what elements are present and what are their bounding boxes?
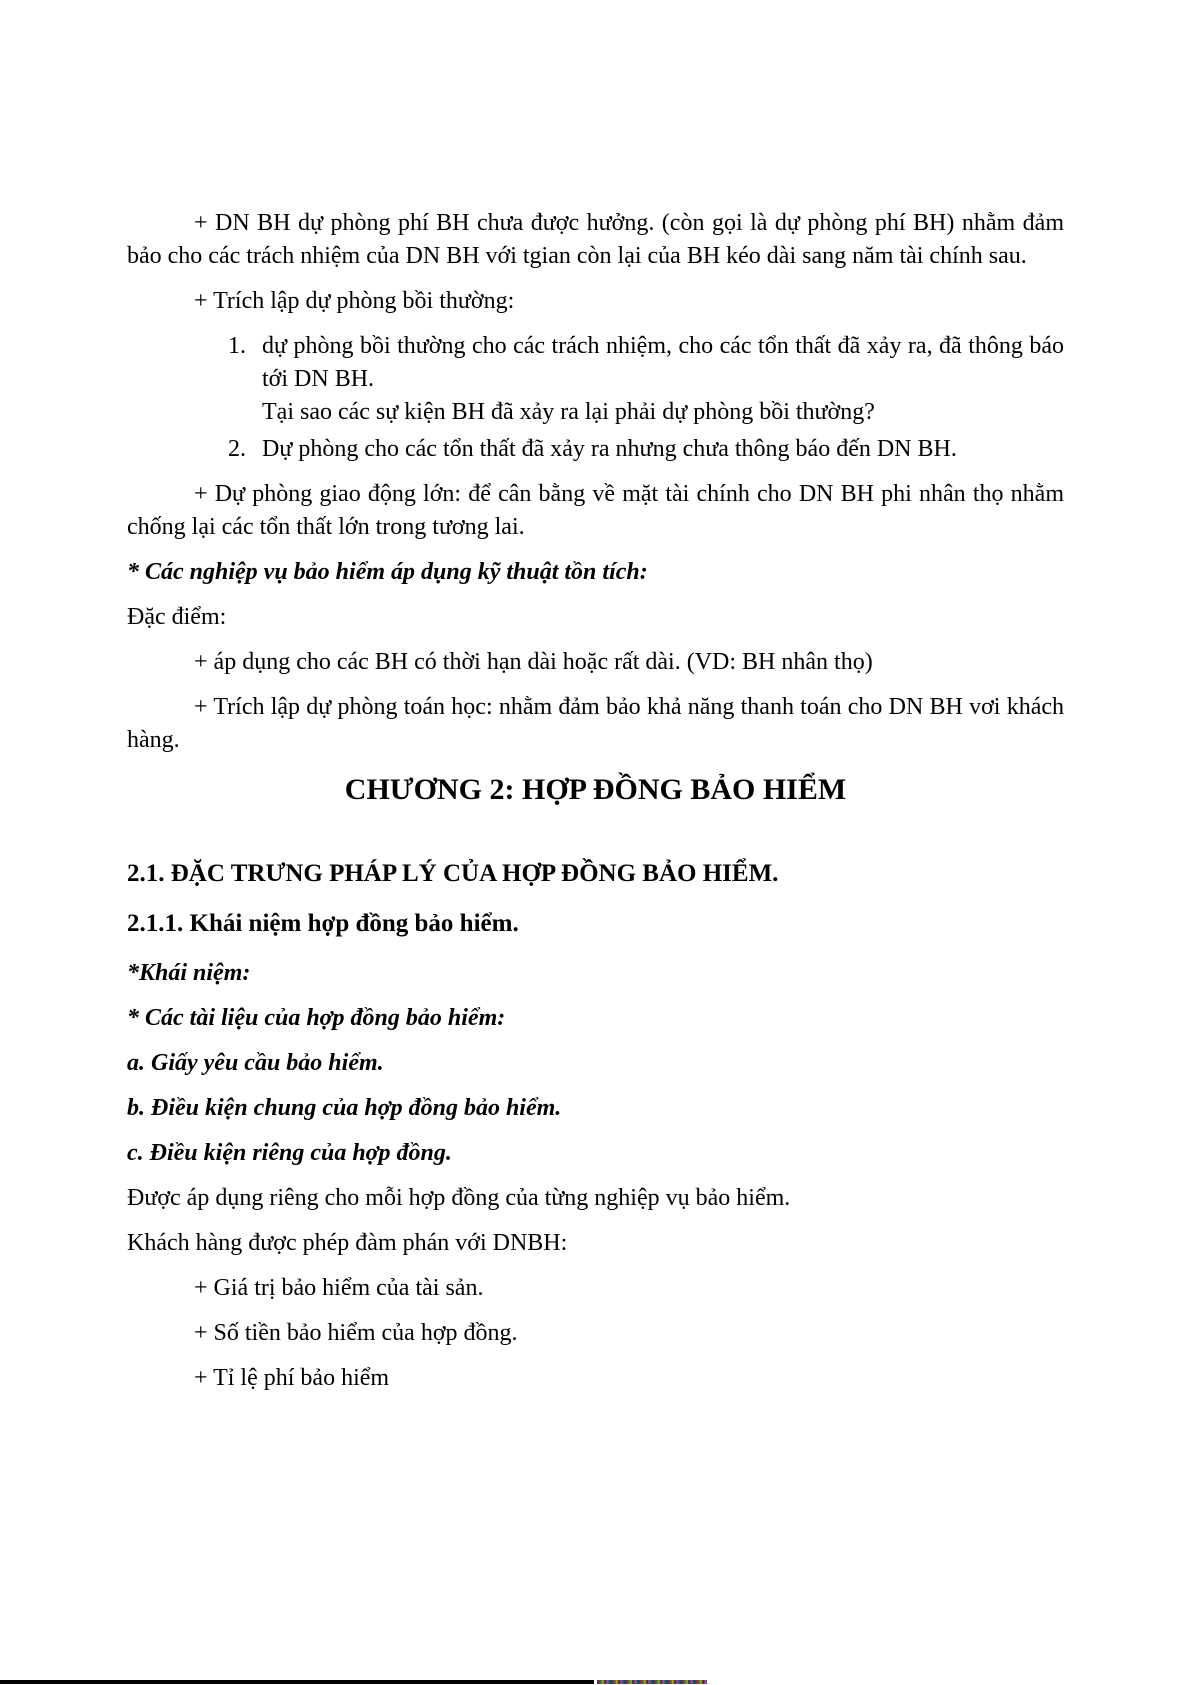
paragraph-doc-b: b. Điều kiện chung của hợp đồng bảo hiểm. — [127, 1095, 562, 1121]
list-item-body — [262, 433, 1064, 466]
list-item-claim-reserve — [127, 330, 1064, 429]
section-heading-2-1-1: 2.1.1. Khái niệm hợp đồng bảo hiểm. — [127, 910, 519, 937]
paragraph-math-reserve: + Trích lập dự phòng toán học: nhằm đảm bảo khả năng thanh toán cho DN BH vơi khách hàng. — [127, 694, 1064, 753]
list-item-text: dự phòng bồi thường cho các trách nhiệm, cho các tổn thất đã xảy ra, đã thông báo tới DN BH. — [262, 333, 1064, 392]
paragraph-negotiate-rate: + Tỉ lệ phí bảo hiểm — [194, 1365, 390, 1391]
paragraph-doc-c: c. Điều kiện riêng của hợp đồng. — [127, 1140, 452, 1166]
paragraph-apply-long-term: + áp dụng cho các BH có thời hạn dài hoặc rất dài. (VD: BH nhân thọ) — [194, 649, 873, 675]
list-marker: 1. — [228, 333, 246, 359]
paragraph-negotiate-sum: + Số tiền bảo hiểm của hợp đồng. — [194, 1320, 518, 1346]
paragraph-reserve-unearned: + DN BH dự phòng phí BH chưa được hưởng. (còn gọi là dự phòng phí BH) nhằm đảm bảo cho các trách nhiệm của DN BH với tgian còn lại của BH kéo dài sang năm tài chính sau. — [127, 210, 1064, 269]
paragraph-documents-heading: * Các tài liệu của hợp đồng bảo hiểm: — [127, 1005, 506, 1031]
paragraph-doc-a: a. Giấy yêu cầu bảo hiểm. — [127, 1050, 384, 1076]
paragraph-reserve-claims: + Trích lập dự phòng bồi thường: — [194, 288, 515, 314]
cropped-footer-artifact — [597, 1680, 707, 1684]
chapter-heading: CHƯƠNG 2: HỢP ĐỒNG BẢO HIỂM — [344, 773, 847, 806]
paragraph-reserve-fluctuation: + Dự phòng giao động lớn: để cân bằng về mặt tài chính cho DN BH phi nhân thọ nhằm chống lại các tổn thất lớn trong tương lai. — [127, 481, 1064, 540]
list-item-body — [262, 330, 1064, 429]
list-marker: 2. — [228, 436, 246, 462]
list-item-question: Tại sao các sự kiện BH đã xảy ra lại phải dự phòng bồi thường? — [262, 399, 875, 425]
page-bottom-rule — [0, 1680, 594, 1684]
list-item-ibnr-reserve — [127, 433, 1064, 466]
section-heading-2-1: 2.1. ĐẶC TRƯNG PHÁP LÝ CỦA HỢP ĐỒNG BẢO HIỂM. — [127, 860, 779, 887]
heading-accrual-technique: * Các nghiệp vụ bảo hiểm áp dụng kỹ thuật tồn tích: — [127, 559, 648, 585]
paragraph-concept: *Khái niệm: — [127, 960, 251, 986]
paragraph-characteristics: Đặc điểm: — [127, 604, 227, 630]
paragraph-negotiate-value: + Giá trị bảo hiểm của tài sản. — [194, 1275, 484, 1301]
paragraph-negotiate: Khách hàng được phép đàm phán với DNBH: — [127, 1230, 568, 1256]
paragraph-doc-c-description: Được áp dụng riêng cho mỗi hợp đồng của từng nghiệp vụ bảo hiểm. — [127, 1185, 791, 1211]
list-item-text: Dự phòng cho các tổn thất đã xảy ra nhưng chưa thông báo đến DN BH. — [262, 436, 957, 462]
